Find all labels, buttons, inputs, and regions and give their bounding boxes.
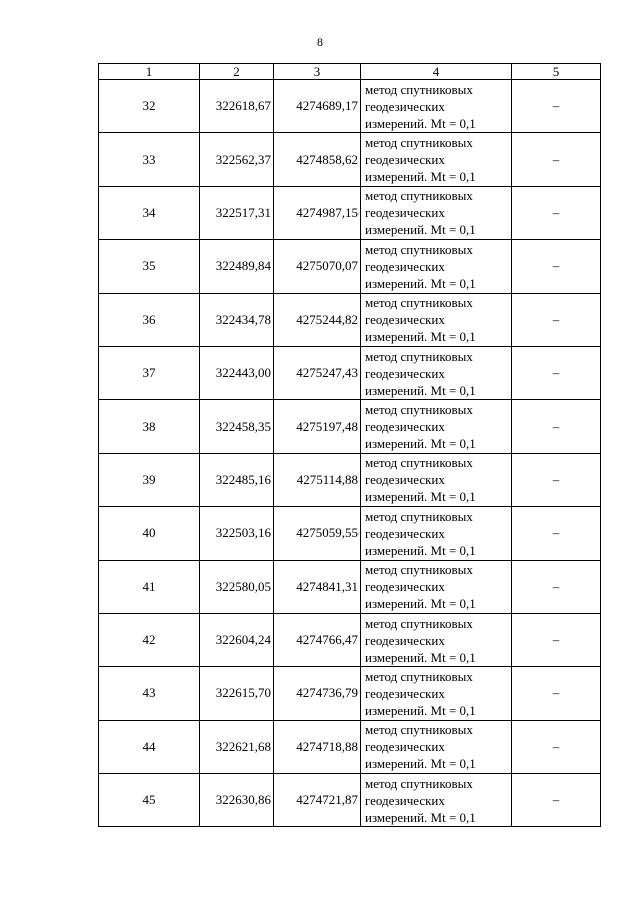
column-header-5: 5 bbox=[512, 64, 601, 80]
method-description bbox=[361, 560, 512, 613]
note-dash: – bbox=[512, 293, 601, 346]
coordinate-x: 322630,86 bbox=[200, 774, 274, 827]
method-line: геодезических bbox=[365, 205, 445, 221]
point-number: 37 bbox=[99, 346, 200, 399]
coordinate-x: 322503,16 bbox=[200, 507, 274, 560]
note-dash: – bbox=[512, 720, 601, 773]
point-number: 34 bbox=[99, 186, 200, 239]
method-line: геодезических bbox=[365, 152, 445, 168]
table-body bbox=[99, 80, 601, 827]
table-row bbox=[99, 400, 601, 453]
note-dash: – bbox=[512, 400, 601, 453]
point-number: 43 bbox=[99, 667, 200, 720]
method-line: измерений. Mt = 0,1 bbox=[365, 489, 476, 505]
coordinate-x: 322517,31 bbox=[200, 186, 274, 239]
method-line: геодезических bbox=[365, 525, 445, 541]
coordinate-y: 4275114,88 bbox=[274, 453, 361, 506]
coordinate-x: 322604,24 bbox=[200, 613, 274, 666]
method-line: геодезических bbox=[365, 419, 445, 435]
method-description bbox=[361, 453, 512, 506]
coordinate-x: 322621,68 bbox=[200, 720, 274, 773]
point-number: 32 bbox=[99, 80, 200, 133]
table-row bbox=[99, 80, 601, 133]
table-row bbox=[99, 507, 601, 560]
note-dash: – bbox=[512, 613, 601, 666]
note-dash: – bbox=[512, 240, 601, 293]
note-dash: – bbox=[512, 80, 601, 133]
table-row bbox=[99, 613, 601, 666]
point-number: 42 bbox=[99, 613, 200, 666]
coordinates-table bbox=[98, 63, 601, 827]
column-header-2: 2 bbox=[200, 64, 274, 80]
coordinate-x: 322618,67 bbox=[200, 80, 274, 133]
coordinate-y: 4274841,31 bbox=[274, 560, 361, 613]
method-line: геодезических bbox=[365, 98, 445, 114]
coordinate-x: 322489,84 bbox=[200, 240, 274, 293]
method-line: геодезических bbox=[365, 312, 445, 328]
note-dash: – bbox=[512, 453, 601, 506]
note-dash: – bbox=[512, 346, 601, 399]
method-line: измерений. Mt = 0,1 bbox=[365, 115, 476, 131]
method-line: измерений. Mt = 0,1 bbox=[365, 382, 476, 398]
method-line: геодезических bbox=[365, 632, 445, 648]
method-line: метод спутниковых bbox=[365, 402, 473, 418]
method-description bbox=[361, 400, 512, 453]
coordinate-y: 4274987,15 bbox=[274, 186, 361, 239]
point-number: 35 bbox=[99, 240, 200, 293]
method-line: метод спутниковых bbox=[365, 295, 473, 311]
method-line: измерений. Mt = 0,1 bbox=[365, 222, 476, 238]
method-line: метод спутниковых bbox=[365, 562, 473, 578]
note-dash: – bbox=[512, 133, 601, 186]
method-line: метод спутниковых bbox=[365, 135, 473, 151]
coordinate-y: 4274689,17 bbox=[274, 80, 361, 133]
coordinate-x: 322434,78 bbox=[200, 293, 274, 346]
method-line: измерений. Mt = 0,1 bbox=[365, 329, 476, 345]
method-line: измерений. Mt = 0,1 bbox=[365, 596, 476, 612]
note-dash: – bbox=[512, 186, 601, 239]
coordinate-y: 4275197,48 bbox=[274, 400, 361, 453]
table-row bbox=[99, 560, 601, 613]
method-line: метод спутниковых bbox=[365, 722, 473, 738]
table-row bbox=[99, 293, 601, 346]
coordinate-x: 322580,05 bbox=[200, 560, 274, 613]
method-line: измерений. Mt = 0,1 bbox=[365, 756, 476, 772]
method-line: измерений. Mt = 0,1 bbox=[365, 436, 476, 452]
table-header-row bbox=[99, 64, 601, 80]
method-line: метод спутниковых bbox=[365, 508, 473, 524]
method-description bbox=[361, 667, 512, 720]
column-header-1: 1 bbox=[99, 64, 200, 80]
note-dash: – bbox=[512, 667, 601, 720]
method-line: измерений. Mt = 0,1 bbox=[365, 702, 476, 718]
method-line: измерений. Mt = 0,1 bbox=[365, 649, 476, 665]
table-row bbox=[99, 346, 601, 399]
coordinate-y: 4275247,43 bbox=[274, 346, 361, 399]
method-line: измерений. Mt = 0,1 bbox=[365, 809, 476, 825]
coordinate-y: 4275059,55 bbox=[274, 507, 361, 560]
table-row bbox=[99, 133, 601, 186]
method-description bbox=[361, 774, 512, 827]
point-number: 38 bbox=[99, 400, 200, 453]
coordinate-x: 322562,37 bbox=[200, 133, 274, 186]
coordinate-x: 322615,70 bbox=[200, 667, 274, 720]
method-line: метод спутниковых bbox=[365, 455, 473, 471]
coordinate-y: 4274766,47 bbox=[274, 613, 361, 666]
method-line: геодезических bbox=[365, 792, 445, 808]
method-line: геодезических bbox=[365, 365, 445, 381]
table-row bbox=[99, 667, 601, 720]
method-description bbox=[361, 720, 512, 773]
method-line: измерений. Mt = 0,1 bbox=[365, 275, 476, 291]
method-line: метод спутниковых bbox=[365, 775, 473, 791]
column-header-3: 3 bbox=[274, 64, 361, 80]
coordinate-y: 4274858,62 bbox=[274, 133, 361, 186]
method-line: метод спутниковых bbox=[365, 241, 473, 257]
note-dash: – bbox=[512, 560, 601, 613]
coordinate-x: 322458,35 bbox=[200, 400, 274, 453]
method-description bbox=[361, 133, 512, 186]
coordinate-y: 4274718,88 bbox=[274, 720, 361, 773]
method-line: метод спутниковых bbox=[365, 348, 473, 364]
point-number: 39 bbox=[99, 453, 200, 506]
method-line: метод спутниковых bbox=[365, 188, 473, 204]
page-number: 8 bbox=[317, 35, 323, 49]
table-row bbox=[99, 186, 601, 239]
point-number: 44 bbox=[99, 720, 200, 773]
point-number: 41 bbox=[99, 560, 200, 613]
point-number: 36 bbox=[99, 293, 200, 346]
method-line: метод спутниковых bbox=[365, 81, 473, 97]
method-description bbox=[361, 80, 512, 133]
method-line: геодезических bbox=[365, 579, 445, 595]
table-row bbox=[99, 240, 601, 293]
coordinate-y: 4274736,79 bbox=[274, 667, 361, 720]
table-row bbox=[99, 453, 601, 506]
coordinate-x: 322485,16 bbox=[200, 453, 274, 506]
method-line: геодезических bbox=[365, 739, 445, 755]
method-line: измерений. Mt = 0,1 bbox=[365, 169, 476, 185]
method-line: метод спутниковых bbox=[365, 668, 473, 684]
method-description bbox=[361, 240, 512, 293]
note-dash: – bbox=[512, 774, 601, 827]
method-line: геодезических bbox=[365, 685, 445, 701]
point-number: 33 bbox=[99, 133, 200, 186]
method-description bbox=[361, 507, 512, 560]
coordinate-x: 322443,00 bbox=[200, 346, 274, 399]
method-line: геодезических bbox=[365, 258, 445, 274]
coordinate-y: 4274721,87 bbox=[274, 774, 361, 827]
column-header-4: 4 bbox=[361, 64, 512, 80]
coordinate-y: 4275244,82 bbox=[274, 293, 361, 346]
method-description bbox=[361, 186, 512, 239]
point-number: 40 bbox=[99, 507, 200, 560]
table-row bbox=[99, 774, 601, 827]
method-line: измерений. Mt = 0,1 bbox=[365, 542, 476, 558]
note-dash: – bbox=[512, 507, 601, 560]
method-description bbox=[361, 346, 512, 399]
method-description bbox=[361, 293, 512, 346]
table-row bbox=[99, 720, 601, 773]
point-number: 45 bbox=[99, 774, 200, 827]
coordinate-y: 4275070,07 bbox=[274, 240, 361, 293]
method-description bbox=[361, 613, 512, 666]
method-line: геодезических bbox=[365, 472, 445, 488]
method-line: метод спутниковых bbox=[365, 615, 473, 631]
